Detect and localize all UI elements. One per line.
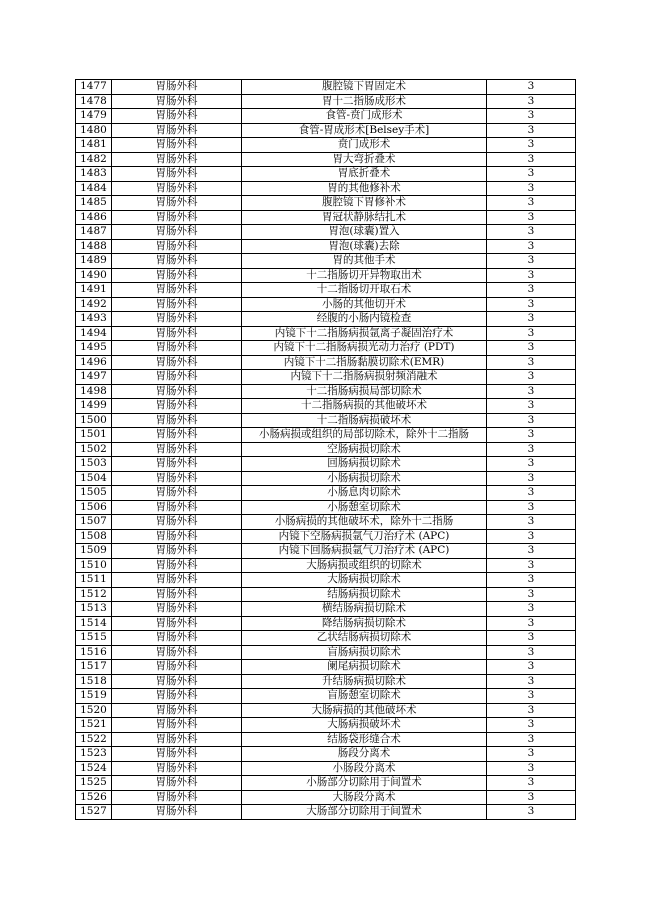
procedure-name-cell: 十二指肠切开取石术: [242, 283, 487, 298]
department-cell: 胃肠外科: [112, 776, 242, 791]
grade-cell: 3: [487, 355, 576, 370]
row-number-cell: 1502: [76, 442, 112, 457]
table-row: [76, 442, 576, 457]
department-cell: 胃肠外科: [112, 602, 242, 617]
grade-cell: 3: [487, 747, 576, 762]
table-row: [76, 312, 576, 327]
grade-cell: 3: [487, 718, 576, 733]
procedure-name-cell: 空肠病损切除术: [242, 442, 487, 457]
grade-cell: 3: [487, 167, 576, 182]
grade-cell: 3: [487, 109, 576, 124]
row-number-cell: 1526: [76, 790, 112, 805]
row-number-cell: 1510: [76, 558, 112, 573]
department-cell: 胃肠外科: [112, 80, 242, 95]
procedure-name-cell: 小肠段分离术: [242, 761, 487, 776]
department-cell: 胃肠外科: [112, 674, 242, 689]
row-number-cell: 1494: [76, 326, 112, 341]
department-cell: 胃肠外科: [112, 718, 242, 733]
procedure-name-cell: 内镜下十二指肠黏膜切除术(EMR): [242, 355, 487, 370]
row-number-cell: 1508: [76, 529, 112, 544]
procedure-name-cell: 胃泡(球囊)去除: [242, 239, 487, 254]
row-number-cell: 1488: [76, 239, 112, 254]
table-row: [76, 399, 576, 414]
department-cell: 胃肠外科: [112, 399, 242, 414]
procedure-name-cell: 胃冠状静脉结扎术: [242, 210, 487, 225]
row-number-cell: 1497: [76, 370, 112, 385]
table-row: [76, 239, 576, 254]
procedure-name-cell: 食管-胃成形术[Belsey手术]: [242, 123, 487, 138]
grade-cell: 3: [487, 486, 576, 501]
table-row: [76, 587, 576, 602]
grade-cell: 3: [487, 645, 576, 660]
table-row: [76, 732, 576, 747]
row-number-cell: 1493: [76, 312, 112, 327]
table-row: [76, 515, 576, 530]
grade-cell: 3: [487, 254, 576, 269]
table-row: [76, 790, 576, 805]
department-cell: 胃肠外科: [112, 587, 242, 602]
procedure-name-cell: 十二指肠病损破坏术: [242, 413, 487, 428]
table-row: [76, 776, 576, 791]
table-row: [76, 138, 576, 153]
table-row: [76, 384, 576, 399]
procedure-name-cell: 横结肠病损切除术: [242, 602, 487, 617]
procedure-table-body: [76, 80, 576, 820]
procedure-name-cell: 小肠的其他切开术: [242, 297, 487, 312]
table-row: [76, 761, 576, 776]
grade-cell: 3: [487, 790, 576, 805]
procedure-name-cell: 小肠部分切除用于间置术: [242, 776, 487, 791]
department-cell: 胃肠外科: [112, 413, 242, 428]
table-row: [76, 674, 576, 689]
table-row: [76, 283, 576, 298]
row-number-cell: 1477: [76, 80, 112, 95]
grade-cell: 3: [487, 529, 576, 544]
table-row: [76, 167, 576, 182]
row-number-cell: 1483: [76, 167, 112, 182]
row-number-cell: 1522: [76, 732, 112, 747]
procedure-name-cell: 胃的其他修补术: [242, 181, 487, 196]
department-cell: 胃肠外科: [112, 500, 242, 515]
grade-cell: 3: [487, 674, 576, 689]
row-number-cell: 1500: [76, 413, 112, 428]
table-row: [76, 645, 576, 660]
department-cell: 胃肠外科: [112, 805, 242, 820]
row-number-cell: 1485: [76, 196, 112, 211]
table-row: [76, 457, 576, 472]
grade-cell: 3: [487, 660, 576, 675]
department-cell: 胃肠外科: [112, 761, 242, 776]
table-row: [76, 573, 576, 588]
department-cell: 胃肠外科: [112, 631, 242, 646]
table-row: [76, 486, 576, 501]
department-cell: 胃肠外科: [112, 790, 242, 805]
procedure-name-cell: 小肠病损切除术: [242, 471, 487, 486]
table-row: [76, 558, 576, 573]
row-number-cell: 1481: [76, 138, 112, 153]
procedure-name-cell: 胃大弯折叠术: [242, 152, 487, 167]
grade-cell: 3: [487, 196, 576, 211]
table-row: [76, 718, 576, 733]
procedure-name-cell: 大肠病损破坏术: [242, 718, 487, 733]
grade-cell: 3: [487, 268, 576, 283]
procedure-name-cell: 盲肠病损切除术: [242, 645, 487, 660]
row-number-cell: 1496: [76, 355, 112, 370]
grade-cell: 3: [487, 616, 576, 631]
row-number-cell: 1505: [76, 486, 112, 501]
row-number-cell: 1517: [76, 660, 112, 675]
table-row: [76, 471, 576, 486]
grade-cell: 3: [487, 210, 576, 225]
table-row: [76, 355, 576, 370]
grade-cell: 3: [487, 80, 576, 95]
grade-cell: 3: [487, 413, 576, 428]
grade-cell: 3: [487, 500, 576, 515]
grade-cell: 3: [487, 123, 576, 138]
table-row: [76, 210, 576, 225]
procedure-name-cell: 小肠病损或组织的局部切除术，除外十二指肠: [242, 428, 487, 443]
department-cell: 胃肠外科: [112, 167, 242, 182]
table-row: [76, 413, 576, 428]
table-row: [76, 341, 576, 356]
department-cell: 胃肠外科: [112, 457, 242, 472]
department-cell: 胃肠外科: [112, 283, 242, 298]
table-row: [76, 326, 576, 341]
grade-cell: 3: [487, 805, 576, 820]
grade-cell: 3: [487, 94, 576, 109]
grade-cell: 3: [487, 181, 576, 196]
procedure-name-cell: 升结肠病损切除术: [242, 674, 487, 689]
table-row: [76, 747, 576, 762]
row-number-cell: 1527: [76, 805, 112, 820]
grade-cell: 3: [487, 283, 576, 298]
row-number-cell: 1486: [76, 210, 112, 225]
department-cell: 胃肠外科: [112, 471, 242, 486]
grade-cell: 3: [487, 471, 576, 486]
procedure-name-cell: 小肠病损的其他破坏术，除外十二指肠: [242, 515, 487, 530]
procedure-name-cell: 十二指肠病损局部切除术: [242, 384, 487, 399]
row-number-cell: 1489: [76, 254, 112, 269]
department-cell: 胃肠外科: [112, 732, 242, 747]
row-number-cell: 1516: [76, 645, 112, 660]
department-cell: 胃肠外科: [112, 747, 242, 762]
department-cell: 胃肠外科: [112, 123, 242, 138]
department-cell: 胃肠外科: [112, 181, 242, 196]
department-cell: 胃肠外科: [112, 428, 242, 443]
grade-cell: 3: [487, 428, 576, 443]
row-number-cell: 1512: [76, 587, 112, 602]
row-number-cell: 1491: [76, 283, 112, 298]
grade-cell: 3: [487, 544, 576, 559]
department-cell: 胃肠外科: [112, 94, 242, 109]
row-number-cell: 1503: [76, 457, 112, 472]
procedure-name-cell: 内镜下十二指肠病损光动力治疗 (PDT): [242, 341, 487, 356]
row-number-cell: 1480: [76, 123, 112, 138]
department-cell: 胃肠外科: [112, 239, 242, 254]
procedure-name-cell: 小肠憩室切除术: [242, 500, 487, 515]
row-number-cell: 1479: [76, 109, 112, 124]
procedure-name-cell: 乙状结肠病损切除术: [242, 631, 487, 646]
table-row: [76, 80, 576, 95]
row-number-cell: 1487: [76, 225, 112, 240]
procedure-name-cell: 结肠病损切除术: [242, 587, 487, 602]
department-cell: 胃肠外科: [112, 370, 242, 385]
row-number-cell: 1495: [76, 341, 112, 356]
grade-cell: 3: [487, 225, 576, 240]
department-cell: 胃肠外科: [112, 312, 242, 327]
row-number-cell: 1484: [76, 181, 112, 196]
row-number-cell: 1525: [76, 776, 112, 791]
procedure-name-cell: 大肠病损切除术: [242, 573, 487, 588]
procedure-name-cell: 内镜下十二指肠病损射频消融术: [242, 370, 487, 385]
procedure-name-cell: 贲门成形术: [242, 138, 487, 153]
grade-cell: 3: [487, 152, 576, 167]
grade-cell: 3: [487, 457, 576, 472]
row-number-cell: 1478: [76, 94, 112, 109]
department-cell: 胃肠外科: [112, 573, 242, 588]
department-cell: 胃肠外科: [112, 515, 242, 530]
procedure-name-cell: 小肠息肉切除术: [242, 486, 487, 501]
procedure-name-cell: 大肠病损的其他破坏术: [242, 703, 487, 718]
department-cell: 胃肠外科: [112, 558, 242, 573]
grade-cell: 3: [487, 297, 576, 312]
row-number-cell: 1514: [76, 616, 112, 631]
procedure-table: [75, 79, 576, 820]
department-cell: 胃肠外科: [112, 689, 242, 704]
procedure-name-cell: 大肠段分离术: [242, 790, 487, 805]
procedure-name-cell: 食管-贲门成形术: [242, 109, 487, 124]
table-row: [76, 370, 576, 385]
procedure-name-cell: 内镜下空肠病损氩气刀治疗术 (APC): [242, 529, 487, 544]
row-number-cell: 1501: [76, 428, 112, 443]
grade-cell: 3: [487, 384, 576, 399]
department-cell: 胃肠外科: [112, 442, 242, 457]
grade-cell: 3: [487, 558, 576, 573]
department-cell: 胃肠外科: [112, 660, 242, 675]
grade-cell: 3: [487, 703, 576, 718]
row-number-cell: 1511: [76, 573, 112, 588]
procedure-name-cell: 结肠袋形缝合术: [242, 732, 487, 747]
row-number-cell: 1507: [76, 515, 112, 530]
row-number-cell: 1506: [76, 500, 112, 515]
table-row: [76, 500, 576, 515]
procedure-name-cell: 胃十二指肠成形术: [242, 94, 487, 109]
row-number-cell: 1509: [76, 544, 112, 559]
table-row: [76, 181, 576, 196]
row-number-cell: 1519: [76, 689, 112, 704]
procedure-name-cell: 大肠病损或组织的切除术: [242, 558, 487, 573]
table-row: [76, 225, 576, 240]
department-cell: 胃肠外科: [112, 355, 242, 370]
table-row: [76, 268, 576, 283]
row-number-cell: 1521: [76, 718, 112, 733]
department-cell: 胃肠外科: [112, 268, 242, 283]
row-number-cell: 1482: [76, 152, 112, 167]
department-cell: 胃肠外科: [112, 703, 242, 718]
department-cell: 胃肠外科: [112, 616, 242, 631]
row-number-cell: 1524: [76, 761, 112, 776]
procedure-name-cell: 肠段分离术: [242, 747, 487, 762]
row-number-cell: 1492: [76, 297, 112, 312]
department-cell: 胃肠外科: [112, 645, 242, 660]
grade-cell: 3: [487, 370, 576, 385]
table-row: [76, 123, 576, 138]
table-row: [76, 297, 576, 312]
grade-cell: 3: [487, 631, 576, 646]
department-cell: 胃肠外科: [112, 529, 242, 544]
row-number-cell: 1504: [76, 471, 112, 486]
table-row: [76, 689, 576, 704]
grade-cell: 3: [487, 587, 576, 602]
table-row: [76, 109, 576, 124]
procedure-name-cell: 大肠部分切除用于间置术: [242, 805, 487, 820]
department-cell: 胃肠外科: [112, 326, 242, 341]
table-row: [76, 616, 576, 631]
procedure-name-cell: 十二指肠病损的其他破坏术: [242, 399, 487, 414]
grade-cell: 3: [487, 312, 576, 327]
grade-cell: 3: [487, 399, 576, 414]
procedure-name-cell: 腹腔镜下胃固定术: [242, 80, 487, 95]
department-cell: 胃肠外科: [112, 297, 242, 312]
procedure-name-cell: 腹腔镜下胃修补术: [242, 196, 487, 211]
procedure-name-cell: 经腹的小肠内镜检查: [242, 312, 487, 327]
department-cell: 胃肠外科: [112, 196, 242, 211]
procedure-name-cell: 十二指肠切开异物取出术: [242, 268, 487, 283]
table-row: [76, 428, 576, 443]
row-number-cell: 1515: [76, 631, 112, 646]
table-row: [76, 152, 576, 167]
table-row: [76, 660, 576, 675]
procedure-name-cell: 阑尾病损切除术: [242, 660, 487, 675]
department-cell: 胃肠外科: [112, 486, 242, 501]
department-cell: 胃肠外科: [112, 544, 242, 559]
department-cell: 胃肠外科: [112, 384, 242, 399]
table-row: [76, 703, 576, 718]
department-cell: 胃肠外科: [112, 152, 242, 167]
procedure-name-cell: 回肠病损切除术: [242, 457, 487, 472]
department-cell: 胃肠外科: [112, 109, 242, 124]
grade-cell: 3: [487, 341, 576, 356]
department-cell: 胃肠外科: [112, 138, 242, 153]
table-row: [76, 196, 576, 211]
procedure-name-cell: 胃泡(球囊)置入: [242, 225, 487, 240]
procedure-name-cell: 胃底折叠术: [242, 167, 487, 182]
department-cell: 胃肠外科: [112, 225, 242, 240]
grade-cell: 3: [487, 138, 576, 153]
grade-cell: 3: [487, 573, 576, 588]
row-number-cell: 1520: [76, 703, 112, 718]
row-number-cell: 1490: [76, 268, 112, 283]
row-number-cell: 1513: [76, 602, 112, 617]
procedure-name-cell: 盲肠憩室切除术: [242, 689, 487, 704]
department-cell: 胃肠外科: [112, 254, 242, 269]
table-row: [76, 254, 576, 269]
grade-cell: 3: [487, 689, 576, 704]
procedure-name-cell: 胃的其他手术: [242, 254, 487, 269]
table-row: [76, 529, 576, 544]
grade-cell: 3: [487, 761, 576, 776]
row-number-cell: 1499: [76, 399, 112, 414]
procedure-name-cell: 内镜下十二指肠病损氩离子凝固治疗术: [242, 326, 487, 341]
grade-cell: 3: [487, 732, 576, 747]
table-row: [76, 631, 576, 646]
row-number-cell: 1518: [76, 674, 112, 689]
table-row: [76, 94, 576, 109]
grade-cell: 3: [487, 776, 576, 791]
table-row: [76, 544, 576, 559]
table-row: [76, 602, 576, 617]
procedure-name-cell: 内镜下回肠病损氩气刀治疗术 (APC): [242, 544, 487, 559]
row-number-cell: 1523: [76, 747, 112, 762]
grade-cell: 3: [487, 326, 576, 341]
grade-cell: 3: [487, 515, 576, 530]
table-row: [76, 805, 576, 820]
grade-cell: 3: [487, 442, 576, 457]
grade-cell: 3: [487, 239, 576, 254]
row-number-cell: 1498: [76, 384, 112, 399]
procedure-name-cell: 降结肠病损切除术: [242, 616, 487, 631]
department-cell: 胃肠外科: [112, 341, 242, 356]
grade-cell: 3: [487, 602, 576, 617]
department-cell: 胃肠外科: [112, 210, 242, 225]
